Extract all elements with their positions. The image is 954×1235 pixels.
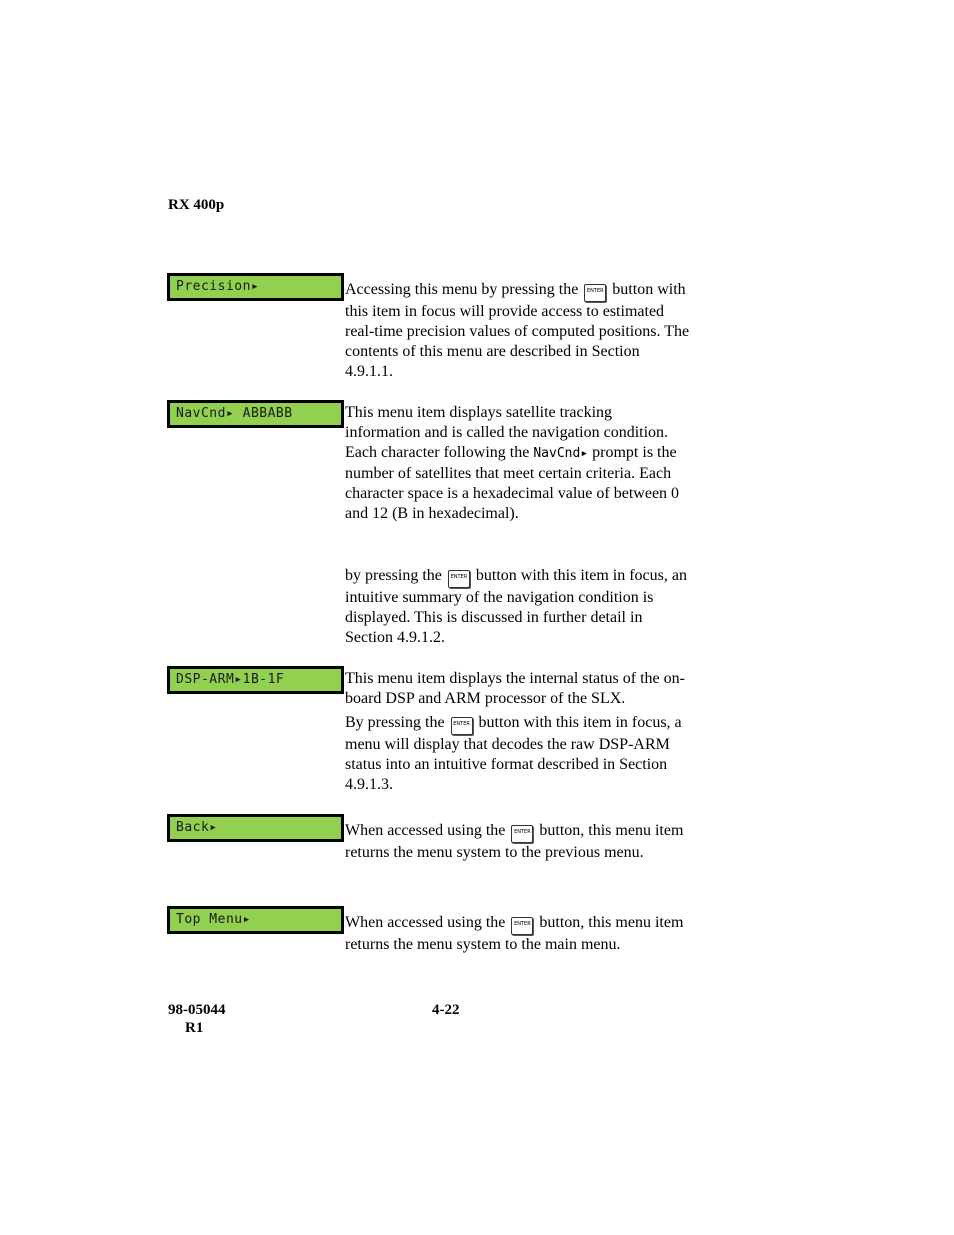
precision-text-1: Accessing this menu by pressing the [345,281,579,298]
enter-key-icon: ENTER [584,284,606,302]
dsp-arm-text-2: By pressing the [345,714,445,731]
dsp-arm-text-1: This menu item displays the internal status of the on-board DSP and ARM processor of the SLX. [345,670,685,707]
enter-key-icon: ENTER [451,717,473,735]
document-header: RX 400p [168,197,225,213]
navcnd-text-4: button with this item in focus, an intuitive summary of the navigation condition is displayed. This is discussed in further detail in Section 4.9.1.2. [345,567,687,646]
top-menu-text-1: When accessed using the [345,914,506,931]
precision-text-2: button with this item in focus will provide access to estimated real-time precision values of computed positions. The contents of this menu are described in Section 4.9.1.1. [345,281,690,380]
top-menu-text-2: button, this menu item returns the menu system to the main menu. [345,914,684,953]
dsp-arm-text-3: button with this item in focus, a menu will display that decodes the raw DSP-ARM status into an intuitive format described in Section 4.9.1.3. [345,714,682,793]
back-text-2: button, this menu item returns the menu system to the previous menu. [345,822,684,861]
lcd-top-menu: Top Menu▸ [167,906,344,934]
lcd-back: Back▸ [167,814,344,842]
navcnd-enter-description [345,566,690,648]
precision-description [345,280,690,382]
back-description [345,821,690,863]
footer-page-number: 4-22 [432,1002,460,1018]
back-text-1: When accessed using the [345,822,506,839]
navcnd-text-2: prompt is the number of satellites that meet certain criteria. Each character space is a hexadecimal value of between 0 and 12 (B in hexadecimal). [345,444,680,522]
footer-revision: R1 [185,1020,204,1036]
navcnd-description [345,403,690,524]
enter-key-icon: ENTER [511,917,533,935]
dsp-arm-description [345,669,690,709]
dsp-arm-enter-description [345,713,690,795]
navcnd-text-3: by pressing the [345,567,442,584]
enter-key-icon: ENTER [511,825,533,843]
footer-doc-number: 98-05044 [168,1002,226,1018]
navcnd-text-1: This menu item displays satellite tracking information and is called the navigation condition. Each character following the [345,404,669,461]
top-menu-description [345,913,690,955]
lcd-dsp-arm: DSP-ARM▸1B-1F [167,666,344,694]
lcd-precision: Precision▸ [167,273,344,301]
enter-key-icon: ENTER [448,570,470,588]
navcnd-inline-label: NavCnd▸ [533,446,589,461]
lcd-navcnd: NavCnd▸ ABBABB [167,400,344,428]
